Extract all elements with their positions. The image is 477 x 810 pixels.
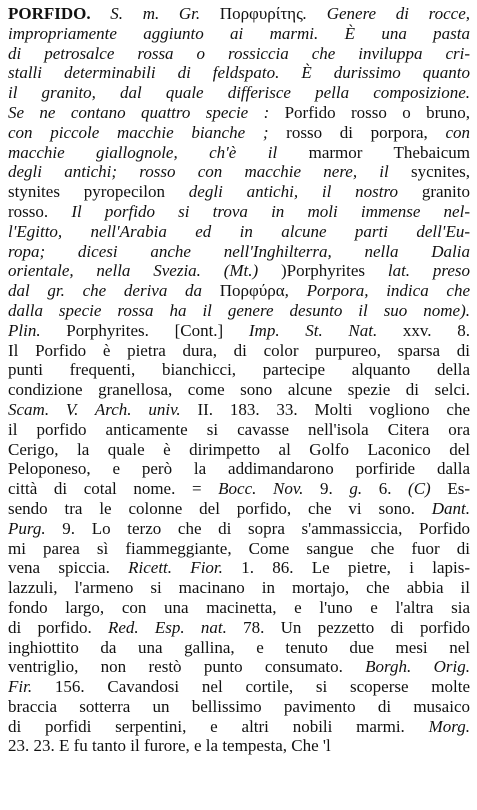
text-line	[8, 63, 470, 83]
italic-text-run: con piccole macchie bianche ;	[8, 122, 287, 142]
italic-text-run: Purg.	[8, 518, 63, 538]
text-line	[8, 222, 470, 242]
text-line	[8, 380, 470, 400]
text-run: il porfido anticamente si cavasse nell'isola Citera ora	[8, 419, 470, 439]
text-line	[8, 618, 470, 638]
text-line	[8, 341, 470, 361]
italic-text-run: ropa; dicesi anche nell'Inghilterra, nella Dalia	[8, 241, 470, 261]
text-run: Porfido rosso o bruno,	[284, 102, 470, 122]
italic-text-run: Dant.	[431, 498, 470, 518]
italic-text-run: impropriamente aggiunto ai marmi. È una pasta	[8, 23, 470, 43]
text-run: 156. Cavandosi nel cortile, si scoperse molte	[54, 677, 470, 697]
text-run: marmor Thebaicum	[308, 142, 470, 162]
text-run: di porfido.	[8, 617, 108, 637]
text-run: Cerigo, la quale è dirimpetto al Golfo Laconico del	[8, 439, 470, 459]
text-line	[8, 440, 470, 460]
text-line	[8, 44, 470, 64]
text-line	[8, 321, 470, 341]
text-line	[8, 123, 470, 143]
italic-text-run: (C)	[408, 479, 448, 499]
text-line	[8, 598, 470, 618]
italic-text-run: di petrosalce rossa o rossiccia che inviluppa cri-	[8, 43, 470, 63]
text-run: 23. 23. E fu tanto il furore, e la tempesta, Che 'l	[8, 736, 331, 756]
text-line	[8, 261, 470, 281]
italic-text-run: macchie giallognole, ch'è il	[8, 142, 309, 162]
italic-text-run: lat. preso	[387, 261, 470, 281]
text-run: sycnites,	[410, 162, 470, 182]
italic-text-run: Il porfido si trova in moli immense nel-	[71, 201, 470, 221]
text-run: II. 183. 33. Molti vogliono che	[197, 399, 470, 419]
text-line	[8, 499, 470, 519]
text-line	[8, 677, 470, 697]
italic-text-run: Plin.	[8, 320, 67, 340]
text-run: punti frequenti, bianchicci, partecipe alquanto della	[8, 360, 470, 380]
text-line	[8, 578, 470, 598]
text-run: di porfidi serpentini, e altri nobili marmi.	[8, 716, 429, 736]
text-run: città di cotal nome. =	[8, 479, 219, 499]
italic-text-run: stalli determinabili di feldspato. È durissimo quanto	[8, 63, 470, 83]
text-run: 9.	[319, 479, 350, 499]
text-run: 6.	[378, 479, 409, 499]
text-line	[8, 24, 470, 44]
entry-headword: PORFIDO.	[8, 4, 91, 23]
italic-text-run: l'Egitto, nell'Arabia ed in alcune parti dell'Eu-	[8, 221, 470, 241]
italic-text-run: g.	[349, 479, 379, 499]
text-run: mi parea sì fiammeggiante, Come sangue che fuor di	[8, 538, 470, 558]
italic-text-run: . Genere di rocce,	[302, 4, 470, 23]
italic-text-run: Bocc. Nov.	[218, 479, 320, 499]
text-run: )Porphyrites	[280, 261, 388, 281]
text-run: condizione granellosa, come sono alcune spezie di selci.	[8, 380, 470, 400]
italic-text-run: Imp. St. Nat.	[248, 320, 403, 340]
italic-text-run: dal gr. che deriva da	[8, 281, 220, 301]
text-run: Peloponeso, e però la addimandarono porfiride dalla	[8, 459, 470, 479]
text-run	[91, 4, 111, 23]
text-line	[8, 539, 470, 559]
text-line	[8, 736, 470, 756]
text-run: 78. Un pezzetto di porfido	[243, 617, 470, 637]
text-line	[8, 558, 470, 578]
text-line	[8, 479, 470, 499]
text-run: sendo tra le colonne del porfido, che vi sono.	[8, 498, 432, 518]
italic-text-run: orientale, nella Svezia. (Mt.)	[8, 261, 281, 281]
text-run: Il Porfido è pietra dura, di color purpureo, sparsa di	[8, 340, 470, 360]
text-line	[8, 459, 470, 479]
text-line	[8, 182, 470, 202]
text-run: granito	[421, 182, 470, 202]
text-run: 1. 86. Le pietre, i lapis-	[241, 558, 470, 578]
italic-text-run: Ricett. Fior.	[128, 558, 242, 578]
text-line	[8, 4, 470, 24]
text-run: fondo largo, con una macinetta, e l'uno e l'altra sia	[8, 597, 470, 617]
text-line	[8, 360, 470, 380]
text-run: lazzuli, l'armeno si macinano in mortajo, che abbia il	[8, 578, 470, 598]
text-line	[8, 638, 470, 658]
text-run: rosso di porpora,	[286, 122, 446, 142]
italic-text-run: S. m. Gr.	[110, 4, 220, 23]
italic-text-run: Se ne contano quattro specie :	[8, 102, 285, 122]
text-run: Πορφύρα	[219, 281, 285, 301]
italic-text-run: il granito, dal quale differisce pella composizione.	[8, 83, 470, 103]
text-run: Porphyrites. [Cont.]	[66, 320, 249, 340]
text-run: 9. Lo terzo che di sopra s'ammassiccia, Porfido	[62, 518, 470, 538]
italic-text-run: Fir.	[8, 677, 55, 697]
text-line	[8, 519, 470, 539]
text-line	[8, 717, 470, 737]
text-line	[8, 657, 470, 677]
text-line	[8, 281, 470, 301]
text-run: ventriglio, non restò punto consumato.	[8, 657, 366, 677]
text-line	[8, 202, 470, 222]
italic-text-run: degli antichi, il nostro	[188, 182, 422, 202]
text-line	[8, 400, 470, 420]
italic-text-run: con	[445, 122, 470, 142]
italic-text-run: dalla specie rossa ha il genere desunto il suo nome).	[8, 300, 470, 320]
italic-text-run: Borgh. Orig.	[365, 657, 470, 677]
text-run: braccia sotterra un bellissimo pavimento di musaico	[8, 696, 470, 716]
text-line	[8, 103, 470, 123]
text-line	[8, 162, 470, 182]
text-line	[8, 697, 470, 717]
text-line	[8, 143, 470, 163]
italic-text-run: degli antichi; rosso con macchie nere, il	[8, 162, 411, 182]
text-run: xxv. 8.	[402, 320, 470, 340]
italic-text-run: Scam. V. Arch. univ.	[8, 399, 198, 419]
text-run: inghiottito da una gallina, e tenuto due mesi nel	[8, 637, 470, 657]
text-run: stynites pyropecilon	[8, 182, 189, 202]
text-run: Πορφυρίτης	[219, 4, 303, 23]
text-line	[8, 301, 470, 321]
text-line	[8, 420, 470, 440]
italic-text-run: , Porpora, indica che	[284, 281, 470, 301]
text-run: Es-	[447, 479, 470, 499]
italic-text-run: Morg.	[428, 716, 470, 736]
text-run: vena spiccia.	[8, 558, 129, 578]
italic-text-run: Red. Esp. nat.	[108, 617, 244, 637]
text-run: rosso.	[8, 201, 72, 221]
text-line	[8, 83, 470, 103]
text-line	[8, 242, 470, 262]
